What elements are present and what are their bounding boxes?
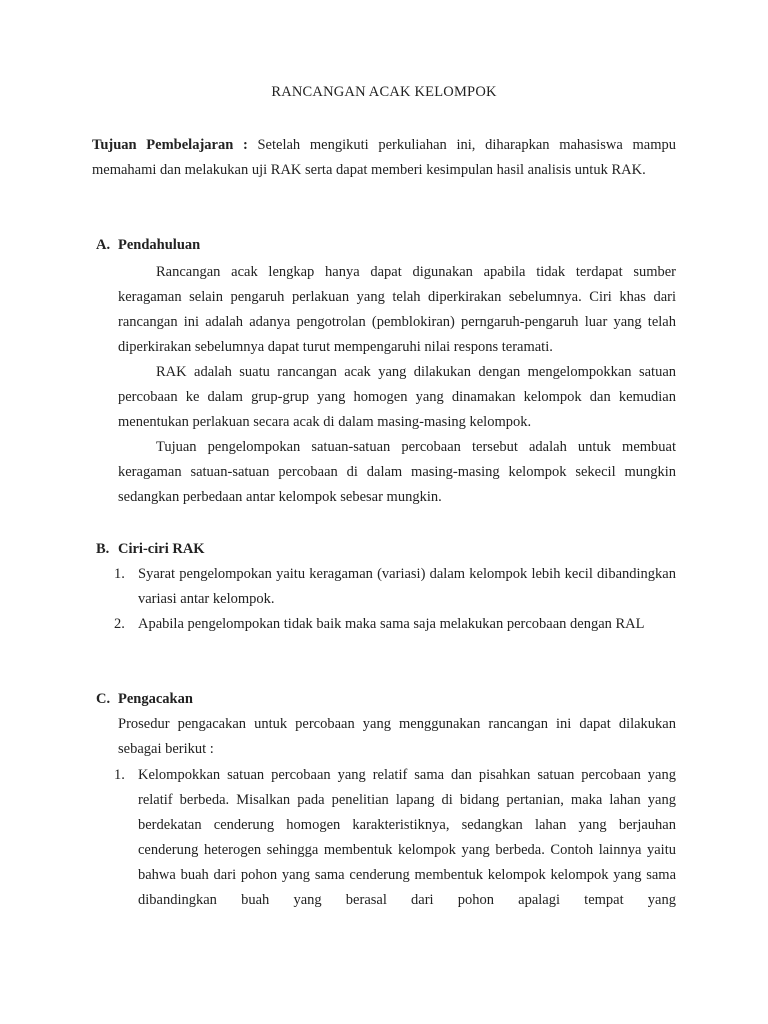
section-c-intro: Prosedur pengacakan untuk percobaan yang menggunakan rancangan ini dapat dilakukan sebagai berikut :	[118, 716, 676, 757]
section-c-item-1-number: 1.	[114, 767, 125, 783]
section-b-heading	[96, 537, 205, 562]
section-a-heading	[96, 233, 200, 258]
section-a-letter: A.	[96, 237, 111, 253]
section-a-paragraph-1: Rancangan acak lengkap hanya dapat digunakan apabila tidak terdapat sumber keragaman selain pengaruh perlakuan yang telah diperkirakan sebelumnya. Ciri khas dari rancangan ini adalah adanya pengotrolan (pemblokiran) perngaruh-pengaruh luar yang telah diperkirakan sebelumnya dapat turut mempengaruhi nilai respons teramati.	[118, 264, 676, 355]
learning-objective-paragraph	[92, 133, 676, 183]
section-a-title: Pendahuluan	[118, 237, 201, 253]
section-b-item-1-text: Syarat pengelompokan yaitu keragaman (variasi) dalam kelompok lebih kecil dibandingkan variasi antar kelompok.	[138, 566, 676, 607]
section-b-title: Ciri-ciri RAK	[118, 541, 205, 557]
section-c-title: Pengacakan	[118, 691, 193, 707]
section-c-item-1-text: Kelompokkan satuan percobaan yang relatif sama dan pisahkan satuan percobaan yang relatif berbeda. Misalkan pada penelitian lapang di bidang pertanian, maka lahan yang berdekatan cenderung homogen karakteristiknya, sedangkan lahan yang berjauhan cenderung heterogen sehingga membentuk kelompok yang berbeda. Contoh lainnya yaitu bahwa buah dari pohon yang sama cenderung membentuk kelompok kelompok yang sama dibandingkan buah yang berasal dari pohon apalagi tempat yang	[138, 767, 676, 908]
learning-objective-text: Setelah mengikuti perkuliahan ini, diharapkan mahasiswa mampu memahami dan melakukan uji RAK serta dapat memberi kesimpulan hasil analisis untuk RAK.	[92, 137, 676, 178]
section-a-paragraph-3: Tujuan pengelompokan satuan-satuan percobaan tersebut adalah untuk membuat keragaman satuan-satuan percobaan di dalam masing-masing kelompok sekecil mungkin sedangkan perbedaan antar kelompok sebesar mungkin.	[118, 439, 676, 505]
section-b-item-2-number: 2.	[114, 616, 125, 632]
section-b-item-2-text: Apabila pengelompokan tidak baik maka sama saja melakukan percobaan dengan RAL	[138, 616, 645, 632]
section-c-heading	[96, 687, 193, 712]
section-c-letter: C.	[96, 691, 111, 707]
document-title: RANCANGAN ACAK KELOMPOK	[271, 84, 497, 100]
section-b-letter: B.	[96, 541, 110, 557]
section-b-item-1-number: 1.	[114, 566, 125, 582]
section-a-paragraph-2: RAK adalah suatu rancangan acak yang dilakukan dengan mengelompokkan satuan percobaan ke dalam grup-grup yang homogen yang dinamakan kelompok dan kemudian menentukan perlakuan secara acak di dalam masing-masing kelompok.	[118, 364, 676, 430]
learning-objective-label: Tujuan Pembelajaran :	[92, 137, 248, 153]
